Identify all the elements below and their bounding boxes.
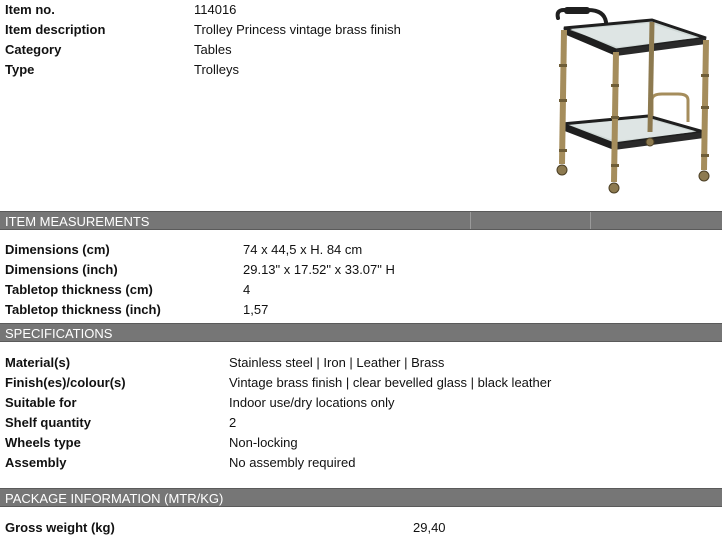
category-value: Tables [194,42,232,57]
wheels-type-value: Non-locking [229,435,298,450]
specifications-section-header [0,323,722,342]
package-section-header [0,488,722,507]
item-no-label: Item no. [5,2,55,17]
dimensions-cm-label: Dimensions (cm) [5,242,110,257]
tabletop-thickness-cm-value: 4 [243,282,251,297]
finish-label: Finish(es)/colour(s) [5,375,126,390]
type-label: Type [5,62,35,77]
trolley-image [548,4,720,196]
measurements-section-header [0,211,722,230]
shelf-quantity-value: 2 [229,415,237,430]
tabletop-thickness-inch-value: 1,57 [243,302,269,317]
dimensions-inch-label: Dimensions (inch) [5,262,118,277]
assembly-value: No assembly required [229,455,356,470]
shelf-quantity-label: Shelf quantity [5,415,91,430]
measurements-title: ITEM MEASUREMENTS [5,214,150,229]
specifications-title: SPECIFICATIONS [5,326,113,341]
header-cell-divider [470,212,471,229]
type-value: Trolleys [194,62,240,77]
item-no-value: 114016 [194,2,237,17]
materials-label: Material(s) [5,355,71,370]
dimensions-cm-value: 74 x 44,5 x H. 84 cm [243,242,363,257]
tabletop-thickness-inch-label: Tabletop thickness (inch) [5,302,161,317]
wheels-type-label: Wheels type [5,435,81,450]
suitable-for-label: Suitable for [5,395,77,410]
package-title: PACKAGE INFORMATION (MTR/KG) [5,491,224,506]
assembly-label: Assembly [5,455,67,470]
finish-value: Vintage brass finish | clear bevelled glass | black leather [229,375,552,390]
gross-weight-value: 29,40 [413,520,446,535]
materials-value: Stainless steel | Iron | Leather | Brass [229,355,445,370]
item-description-value: Trolley Princess vintage brass finish [194,22,401,37]
category-label: Category [5,42,62,57]
item-description-label: Item description [5,22,106,37]
suitable-for-value: Indoor use/dry locations only [229,395,395,410]
dimensions-inch-value: 29.13" x 17.52" x 33.07" H [243,262,395,277]
gross-weight-label: Gross weight (kg) [5,520,115,535]
tabletop-thickness-cm-label: Tabletop thickness (cm) [5,282,153,297]
header-cell-divider [590,212,591,229]
